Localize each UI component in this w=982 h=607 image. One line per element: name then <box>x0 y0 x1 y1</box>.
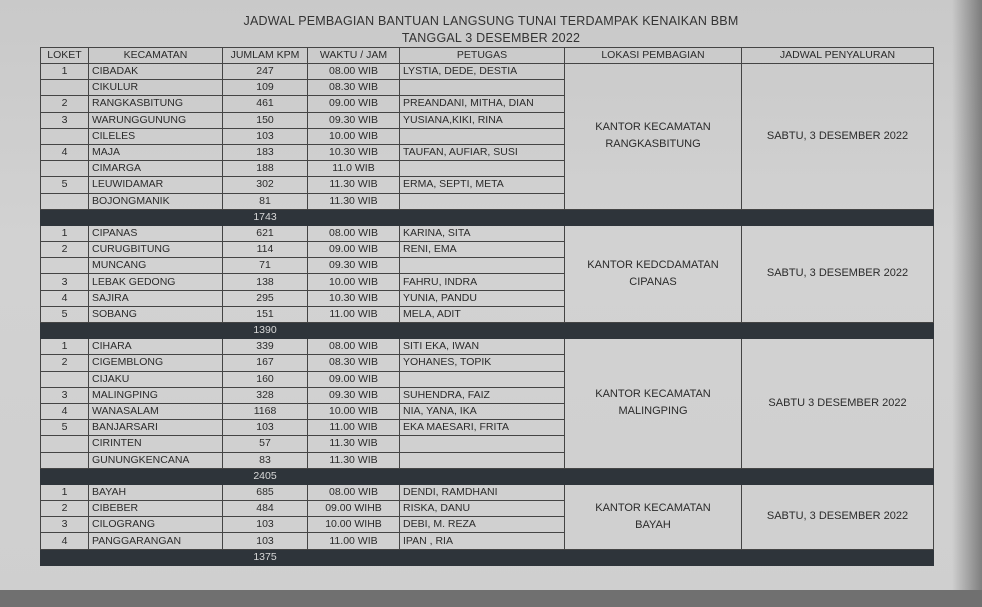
lokasi-line2: CIPANAS <box>629 275 677 288</box>
loket-cell: 5 <box>41 306 89 322</box>
background-surface <box>0 590 982 607</box>
waktu-cell: 09.30 WIB <box>308 387 400 403</box>
loket-cell: 1 <box>41 225 89 241</box>
header-lokasi: LOKASI PEMBAGIAN <box>565 48 742 64</box>
petugas-cell: ERMA, SEPTI, META <box>400 177 565 193</box>
table-row <box>41 225 934 241</box>
kecamatan-cell: GUNUNGKENCANA <box>89 452 223 468</box>
waktu-cell: 09.00 WIHB <box>308 501 400 517</box>
kpm-cell: 328 <box>223 387 308 403</box>
petugas-cell: RISKA, DANU <box>400 501 565 517</box>
kecamatan-cell: CURUGBITUNG <box>89 242 223 258</box>
petugas-cell <box>400 452 565 468</box>
kpm-cell: 71 <box>223 258 308 274</box>
total-blank-cell <box>89 209 223 225</box>
jadwal-cell: SABTU, 3 DESEMBER 2022 <box>742 64 934 210</box>
table-row <box>41 339 934 355</box>
waktu-cell: 09.30 WIB <box>308 258 400 274</box>
kecamatan-cell: LEUWIDAMAR <box>89 177 223 193</box>
lokasi-line2: MALINGPING <box>618 405 688 418</box>
waktu-cell: 09.00 WIB <box>308 371 400 387</box>
petugas-cell: FAHRU, INDRA <box>400 274 565 290</box>
loket-cell <box>41 161 89 177</box>
table-body <box>41 64 934 566</box>
kecamatan-cell: BOJONGMANIK <box>89 193 223 209</box>
loket-cell <box>41 80 89 96</box>
waktu-cell: 10.00 WIHB <box>308 517 400 533</box>
table-header-row <box>41 48 934 64</box>
loket-cell: 2 <box>41 355 89 371</box>
waktu-cell: 09.00 WIB <box>308 242 400 258</box>
waktu-cell: 08.30 WIB <box>308 80 400 96</box>
loket-cell <box>41 436 89 452</box>
kecamatan-cell: WANASALAM <box>89 403 223 419</box>
group-total-row <box>41 468 934 484</box>
kecamatan-cell: MALINGPING <box>89 387 223 403</box>
kpm-cell: 247 <box>223 64 308 80</box>
lokasi-line2: RANGKASBITUNG <box>605 138 701 151</box>
loket-cell <box>41 128 89 144</box>
header-petugas: PETUGAS <box>400 48 565 64</box>
kpm-cell: 114 <box>223 242 308 258</box>
loket-cell: 5 <box>41 420 89 436</box>
petugas-cell: MELA, ADIT <box>400 306 565 322</box>
petugas-cell: TAUFAN, AUFIAR, SUSI <box>400 144 565 160</box>
waktu-cell: 08.00 WIB <box>308 225 400 241</box>
waktu-cell: 10.30 WIB <box>308 290 400 306</box>
petugas-cell: DENDI, RAMDHANI <box>400 484 565 500</box>
jadwal-cell: SABTU, 3 DESEMBER 2022 <box>742 484 934 549</box>
waktu-cell: 11.0 WIB <box>308 161 400 177</box>
kpm-cell: 103 <box>223 420 308 436</box>
kecamatan-cell: CIGEMBLONG <box>89 355 223 371</box>
petugas-cell: YUSIANA,KIKI, RINA <box>400 112 565 128</box>
petugas-cell <box>400 436 565 452</box>
loket-cell: 1 <box>41 64 89 80</box>
kpm-cell: 103 <box>223 517 308 533</box>
petugas-cell <box>400 128 565 144</box>
waktu-cell: 08.30 WIB <box>308 355 400 371</box>
kecamatan-cell: RANGKASBITUNG <box>89 96 223 112</box>
kecamatan-cell: MUNCANG <box>89 258 223 274</box>
petugas-cell: SUHENDRA, FAIZ <box>400 387 565 403</box>
total-kpm-cell: 2405 <box>223 468 308 484</box>
waktu-cell: 10.00 WIB <box>308 274 400 290</box>
table-row <box>41 484 934 500</box>
total-kpm-cell: 1390 <box>223 323 308 339</box>
loket-cell: 1 <box>41 339 89 355</box>
petugas-cell <box>400 371 565 387</box>
petugas-cell: KARINA, SITA <box>400 225 565 241</box>
kecamatan-cell: CIKULUR <box>89 80 223 96</box>
petugas-cell: SITI EKA, IWAN <box>400 339 565 355</box>
lokasi-cell <box>565 64 742 210</box>
petugas-cell: LYSTIA, DEDE, DESTIA <box>400 64 565 80</box>
loket-cell: 2 <box>41 96 89 112</box>
schedule-table <box>40 47 934 566</box>
total-blank-cell <box>41 468 89 484</box>
jadwal-cell: SABTU, 3 DESEMBER 2022 <box>742 225 934 322</box>
petugas-cell <box>400 80 565 96</box>
waktu-cell: 10.00 WIB <box>308 128 400 144</box>
table-row <box>41 64 934 80</box>
loket-cell: 4 <box>41 144 89 160</box>
document-title: JADWAL PEMBAGIAN BANTUAN LANGSUNG TUNAI TERDAMPAK KENAIKAN BBM <box>243 14 739 28</box>
waktu-cell: 11.00 WIB <box>308 533 400 549</box>
petugas-cell: IPAN , RIA <box>400 533 565 549</box>
lokasi-line1: KANTOR KEDCDAMATAN <box>587 258 719 271</box>
waktu-cell: 08.00 WIB <box>308 339 400 355</box>
loket-cell <box>41 258 89 274</box>
kpm-cell: 160 <box>223 371 308 387</box>
kecamatan-cell: CIJAKU <box>89 371 223 387</box>
kecamatan-cell: CIPANAS <box>89 225 223 241</box>
lokasi-line1: KANTOR KECAMATAN <box>595 501 711 514</box>
kpm-cell: 103 <box>223 533 308 549</box>
waktu-cell: 11.00 WIB <box>308 420 400 436</box>
waktu-cell: 11.30 WIB <box>308 452 400 468</box>
kecamatan-cell: CIBEBER <box>89 501 223 517</box>
petugas-cell: YOHANES, TOPIK <box>400 355 565 371</box>
kpm-cell: 339 <box>223 339 308 355</box>
total-blank-cell <box>308 209 934 225</box>
loket-cell <box>41 193 89 209</box>
kecamatan-cell: PANGGARANGAN <box>89 533 223 549</box>
loket-cell: 1 <box>41 484 89 500</box>
page-edge-shadow <box>952 0 982 607</box>
petugas-cell <box>400 258 565 274</box>
kpm-cell: 188 <box>223 161 308 177</box>
kecamatan-cell: BANJARSARI <box>89 420 223 436</box>
kpm-cell: 167 <box>223 355 308 371</box>
loket-cell: 4 <box>41 290 89 306</box>
kpm-cell: 295 <box>223 290 308 306</box>
lokasi-line2: BAYAH <box>635 518 671 531</box>
header-waktu: WAKTU / JAM <box>308 48 400 64</box>
kpm-cell: 103 <box>223 128 308 144</box>
kecamatan-cell: CIBADAK <box>89 64 223 80</box>
kpm-cell: 621 <box>223 225 308 241</box>
lokasi-line1: KANTOR KECAMATAN <box>595 388 711 401</box>
kpm-cell: 685 <box>223 484 308 500</box>
kpm-cell: 151 <box>223 306 308 322</box>
lokasi-line1: KANTOR KECAMATAN <box>595 121 711 134</box>
loket-cell: 3 <box>41 274 89 290</box>
total-kpm-cell: 1743 <box>223 209 308 225</box>
header-loket: LOKET <box>41 48 89 64</box>
total-blank-cell <box>308 323 934 339</box>
loket-cell <box>41 371 89 387</box>
kecamatan-cell: BAYAH <box>89 484 223 500</box>
total-blank-cell <box>89 323 223 339</box>
kpm-cell: 1168 <box>223 403 308 419</box>
petugas-cell: DEBI, M. REZA <box>400 517 565 533</box>
kecamatan-cell: WARUNGGUNUNG <box>89 112 223 128</box>
kecamatan-cell: SOBANG <box>89 306 223 322</box>
loket-cell: 3 <box>41 517 89 533</box>
petugas-cell: EKA MAESARI, FRITA <box>400 420 565 436</box>
kpm-cell: 109 <box>223 80 308 96</box>
kecamatan-cell: CILOGRANG <box>89 517 223 533</box>
kecamatan-cell: SAJIRA <box>89 290 223 306</box>
header-kecamatan: KECAMATAN <box>89 48 223 64</box>
total-blank-cell <box>41 323 89 339</box>
waktu-cell: 10.30 WIB <box>308 144 400 160</box>
kpm-cell: 57 <box>223 436 308 452</box>
document-date: TANGGAL 3 DESEMBER 2022 <box>401 31 581 45</box>
lokasi-cell <box>565 225 742 322</box>
lokasi-cell <box>565 339 742 469</box>
group-total-row <box>41 549 934 565</box>
kpm-cell: 302 <box>223 177 308 193</box>
petugas-cell: YUNIA, PANDU <box>400 290 565 306</box>
total-blank-cell <box>41 209 89 225</box>
kecamatan-cell: MAJA <box>89 144 223 160</box>
total-kpm-cell: 1375 <box>223 549 308 565</box>
waktu-cell: 10.00 WIB <box>308 403 400 419</box>
group-total-row <box>41 323 934 339</box>
petugas-cell: NIA, YANA, IKA <box>400 403 565 419</box>
loket-cell: 4 <box>41 403 89 419</box>
kecamatan-cell: LEBAK GEDONG <box>89 274 223 290</box>
kpm-cell: 83 <box>223 452 308 468</box>
waktu-cell: 11.30 WIB <box>308 193 400 209</box>
loket-cell: 3 <box>41 387 89 403</box>
waktu-cell: 08.00 WIB <box>308 484 400 500</box>
waktu-cell: 11.00 WIB <box>308 306 400 322</box>
waktu-cell: 11.30 WIB <box>308 436 400 452</box>
kpm-cell: 461 <box>223 96 308 112</box>
waktu-cell: 09.00 WIB <box>308 96 400 112</box>
kecamatan-cell: CIMARGA <box>89 161 223 177</box>
header-jadwal: JADWAL PENYALURAN <box>742 48 934 64</box>
loket-cell: 3 <box>41 112 89 128</box>
kecamatan-cell: CIRINTEN <box>89 436 223 452</box>
kpm-cell: 183 <box>223 144 308 160</box>
petugas-cell <box>400 161 565 177</box>
loket-cell: 5 <box>41 177 89 193</box>
total-blank-cell <box>89 468 223 484</box>
loket-cell <box>41 452 89 468</box>
petugas-cell <box>400 193 565 209</box>
jadwal-cell: SABTU 3 DESEMBER 2022 <box>742 339 934 469</box>
total-blank-cell <box>89 549 223 565</box>
lokasi-cell <box>565 484 742 549</box>
petugas-cell: PREANDANI, MITHA, DIAN <box>400 96 565 112</box>
petugas-cell: RENI, EMA <box>400 242 565 258</box>
waktu-cell: 09.30 WIB <box>308 112 400 128</box>
loket-cell: 4 <box>41 533 89 549</box>
total-blank-cell <box>41 549 89 565</box>
kpm-cell: 484 <box>223 501 308 517</box>
kpm-cell: 81 <box>223 193 308 209</box>
kpm-cell: 150 <box>223 112 308 128</box>
loket-cell: 2 <box>41 501 89 517</box>
waktu-cell: 11.30 WIB <box>308 177 400 193</box>
kecamatan-cell: CILELES <box>89 128 223 144</box>
waktu-cell: 08.00 WIB <box>308 64 400 80</box>
total-blank-cell <box>308 468 934 484</box>
group-total-row <box>41 209 934 225</box>
kecamatan-cell: CIHARA <box>89 339 223 355</box>
loket-cell: 2 <box>41 242 89 258</box>
header-jumlah-kpm: JUMLAM KPM <box>223 48 308 64</box>
kpm-cell: 138 <box>223 274 308 290</box>
total-blank-cell <box>308 549 934 565</box>
